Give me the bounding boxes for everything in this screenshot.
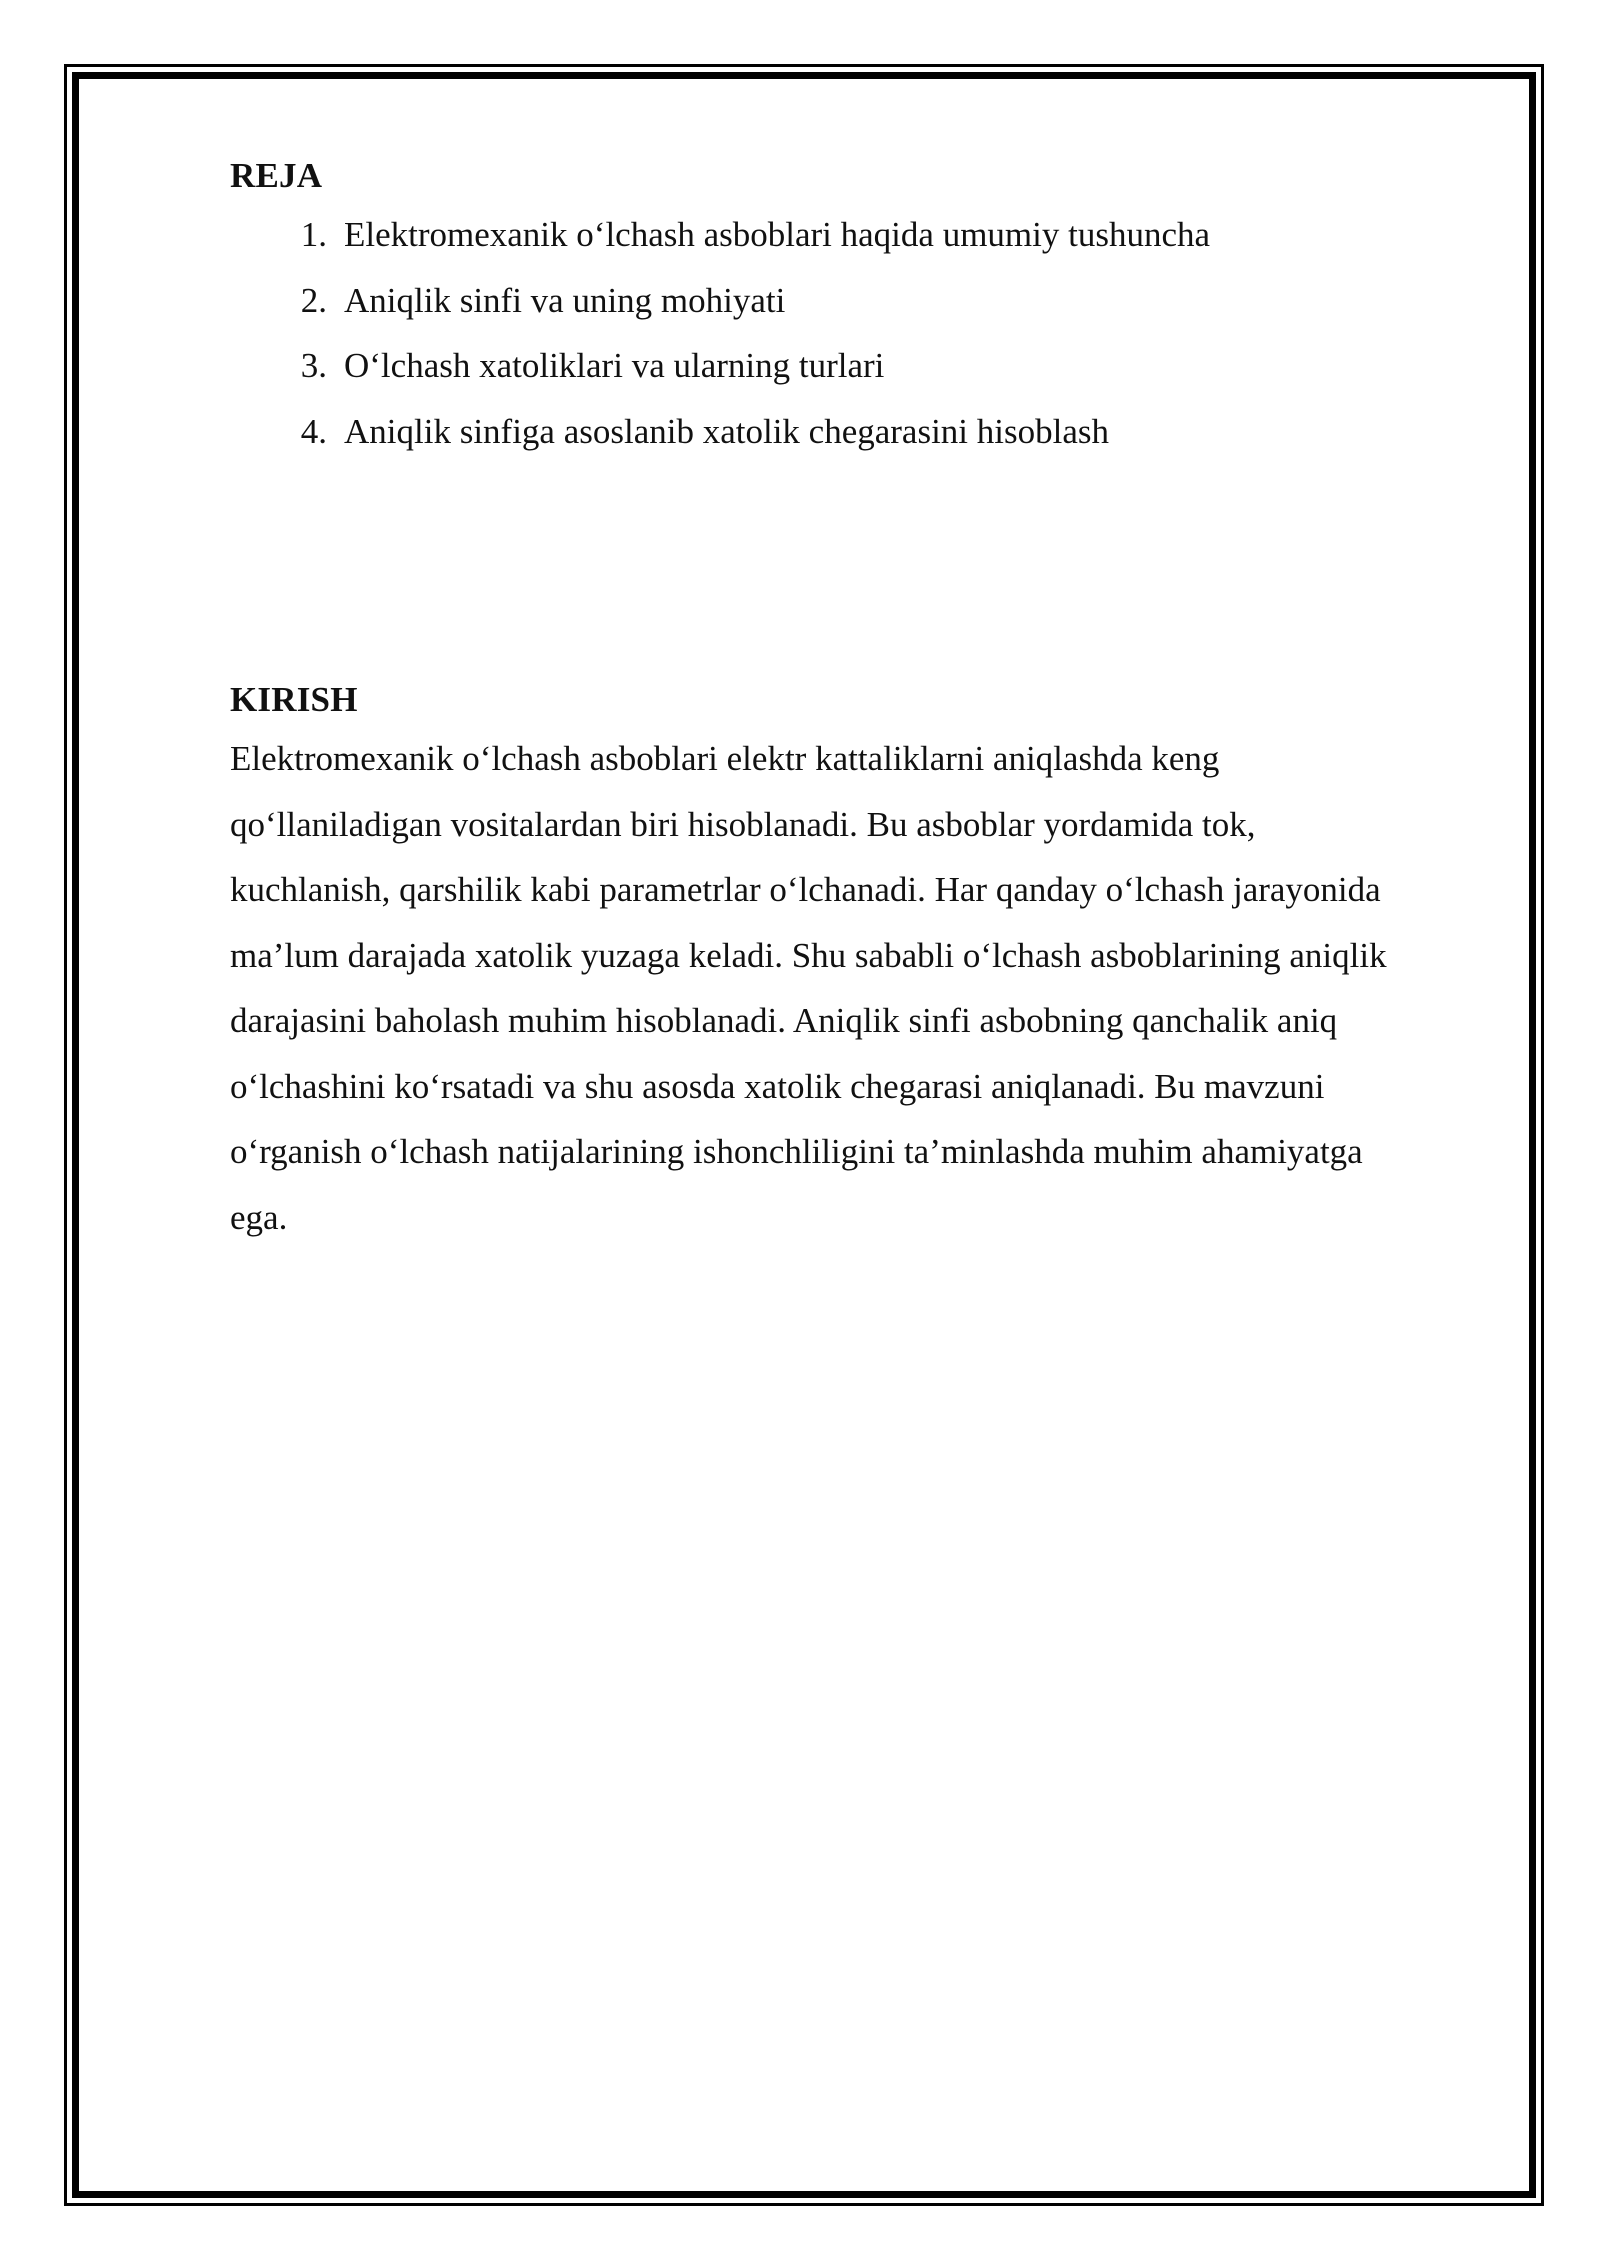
kirish-paragraph [230, 726, 1500, 1250]
plan-item [230, 268, 1490, 334]
paragraph-line: o‘lchashini ko‘rsatadi va shu asosda xatolik chegarasi aniqlanadi. Bu mavzuni [230, 1066, 1325, 1106]
section-gap [230, 464, 1490, 674]
reja-heading: REJA [230, 156, 323, 195]
document-body [230, 150, 1490, 1250]
plan-item-number: 4. [300, 411, 327, 451]
plan-list [230, 202, 1490, 464]
paragraph-line: ega. [230, 1197, 288, 1237]
paragraph-line: Elektromexanik o‘lchash asboblari elektr kattaliklarni aniqlashda keng [230, 739, 1220, 778]
plan-item-number: 2. [300, 280, 327, 320]
plan-item-text: Aniqlik sinfi va uning mohiyati [344, 280, 786, 320]
paragraph-line: ma’lum darajada xatolik yuzaga keladi. Shu sababli o‘lchash asboblarining aniqlik [230, 935, 1387, 975]
plan-item [230, 202, 1490, 268]
kirish-heading: KIRISH [230, 680, 358, 719]
plan-item [230, 399, 1490, 465]
paragraph-line: qo‘llaniladigan vositalardan biri hisoblanadi. Bu asboblar yordamida tok, [230, 804, 1256, 844]
plan-item-number: 1. [300, 215, 327, 254]
paragraph-line: kuchlanish, qarshilik kabi parametrlar o‘lchanadi. Har qanday o‘lchash jarayonida [230, 870, 1381, 909]
paragraph-line: o‘rganish o‘lchash natijalarining ishonchliligini ta’minlashda muhim ahamiyatga [230, 1132, 1363, 1171]
plan-item-text: Aniqlik sinfiga asoslanib xatolik chegarasini hisoblash [344, 411, 1110, 451]
plan-item-text: Elektromexanik o‘lchash asboblari haqida umumiy tushuncha [344, 215, 1211, 254]
paragraph-line: darajasini baholash muhim hisoblanadi. Aniqlik sinfi asbobning qanchalik aniq [230, 1001, 1338, 1040]
plan-item-text: O‘lchash xatoliklari va ularning turlari [344, 346, 885, 385]
plan-item [230, 333, 1490, 399]
plan-item-number: 3. [300, 346, 327, 385]
